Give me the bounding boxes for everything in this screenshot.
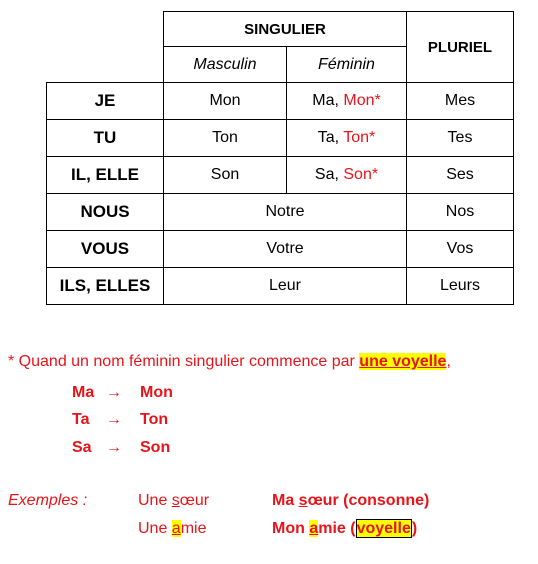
- plural-cell: Vos: [407, 231, 514, 268]
- table-row: [47, 194, 514, 231]
- plural-cell: Tes: [407, 120, 514, 157]
- table-row: [47, 83, 514, 120]
- fem-cell: [287, 157, 407, 194]
- plural-cell: Nos: [407, 194, 514, 231]
- example-text: ): [411, 520, 418, 537]
- example-text: œur: [307, 492, 344, 509]
- rule-to: Mon: [140, 384, 173, 401]
- fem-form: Ma,: [312, 92, 339, 109]
- example-text: mie: [180, 520, 207, 537]
- arrow-right-icon: →: [106, 384, 122, 401]
- masc-cell: Mon: [164, 83, 287, 120]
- possessive-table: [46, 11, 514, 305]
- fem-alt-form: Son*: [343, 166, 379, 183]
- singular-cell: Notre: [164, 194, 407, 231]
- masc-cell: Son: [164, 157, 287, 194]
- pronoun-cell: IL, ELLE: [47, 157, 164, 194]
- pronoun-cell: NOUS: [47, 194, 164, 231]
- masc-cell: Ton: [164, 120, 287, 157]
- arrow-right-icon: →: [106, 411, 122, 428]
- examples-label: Exemples :: [8, 492, 88, 509]
- pronoun-cell: TU: [47, 120, 164, 157]
- fem-alt-form: Mon*: [343, 92, 381, 109]
- example-text: Mon: [272, 520, 310, 537]
- table-row: [47, 157, 514, 194]
- plural-cell: Leurs: [407, 268, 514, 305]
- vowel-note: [8, 353, 451, 371]
- note-highlight: une voyelle: [359, 353, 447, 370]
- example-text: Une: [138, 492, 172, 509]
- pronoun-cell: VOUS: [47, 231, 164, 268]
- arrow-right-icon: →: [106, 439, 122, 456]
- table-row: [47, 268, 514, 305]
- rule-sa-son: [72, 439, 170, 457]
- rule-ma-mon: [72, 384, 173, 402]
- example-letter: s: [298, 492, 308, 509]
- fem-cell: [287, 83, 407, 120]
- rule-to: Son: [140, 439, 171, 456]
- example-type: (consonne): [343, 492, 430, 509]
- example-text: mie (: [318, 520, 356, 537]
- pronoun-cell: ILS, ELLES: [47, 268, 164, 305]
- fem-cell: [287, 120, 407, 157]
- singular-cell: Votre: [164, 231, 407, 268]
- table-row: [47, 120, 514, 157]
- rule-from: Ta: [72, 411, 90, 428]
- plural-cell: Mes: [407, 83, 514, 120]
- example-1-left: [138, 492, 209, 510]
- rule-ta-ton: [72, 411, 168, 429]
- example-1-right: [272, 492, 429, 510]
- header-singulier: SINGULIER: [164, 12, 407, 47]
- fem-form: Sa,: [314, 166, 339, 183]
- example-text: œur: [179, 492, 210, 509]
- example-letter: a: [171, 520, 181, 537]
- singular-cell: Leur: [164, 268, 407, 305]
- table-corner: [47, 12, 164, 83]
- example-letter: s: [171, 492, 180, 509]
- example-2-right: [272, 520, 417, 538]
- example-letter: a: [309, 520, 319, 537]
- example-2-left: [138, 520, 206, 538]
- note-end: ,: [446, 353, 451, 370]
- fem-form: Ta,: [317, 129, 340, 146]
- rule-to: Ton: [140, 411, 169, 428]
- rule-from: Sa: [72, 439, 92, 456]
- table-row: [47, 231, 514, 268]
- example-type: voyelle: [356, 520, 411, 537]
- rule-from: Ma: [72, 384, 95, 401]
- header-feminin: Féminin: [287, 47, 407, 83]
- example-text: Une: [138, 520, 172, 537]
- pronoun-cell: JE: [47, 83, 164, 120]
- header-pluriel: PLURIEL: [407, 12, 514, 83]
- example-text: Ma: [272, 492, 299, 509]
- note-text: * Quand un nom féminin singulier commence par: [8, 353, 355, 370]
- fem-alt-form: Ton*: [343, 129, 376, 146]
- header-masculin: Masculin: [164, 47, 287, 83]
- plural-cell: Ses: [407, 157, 514, 194]
